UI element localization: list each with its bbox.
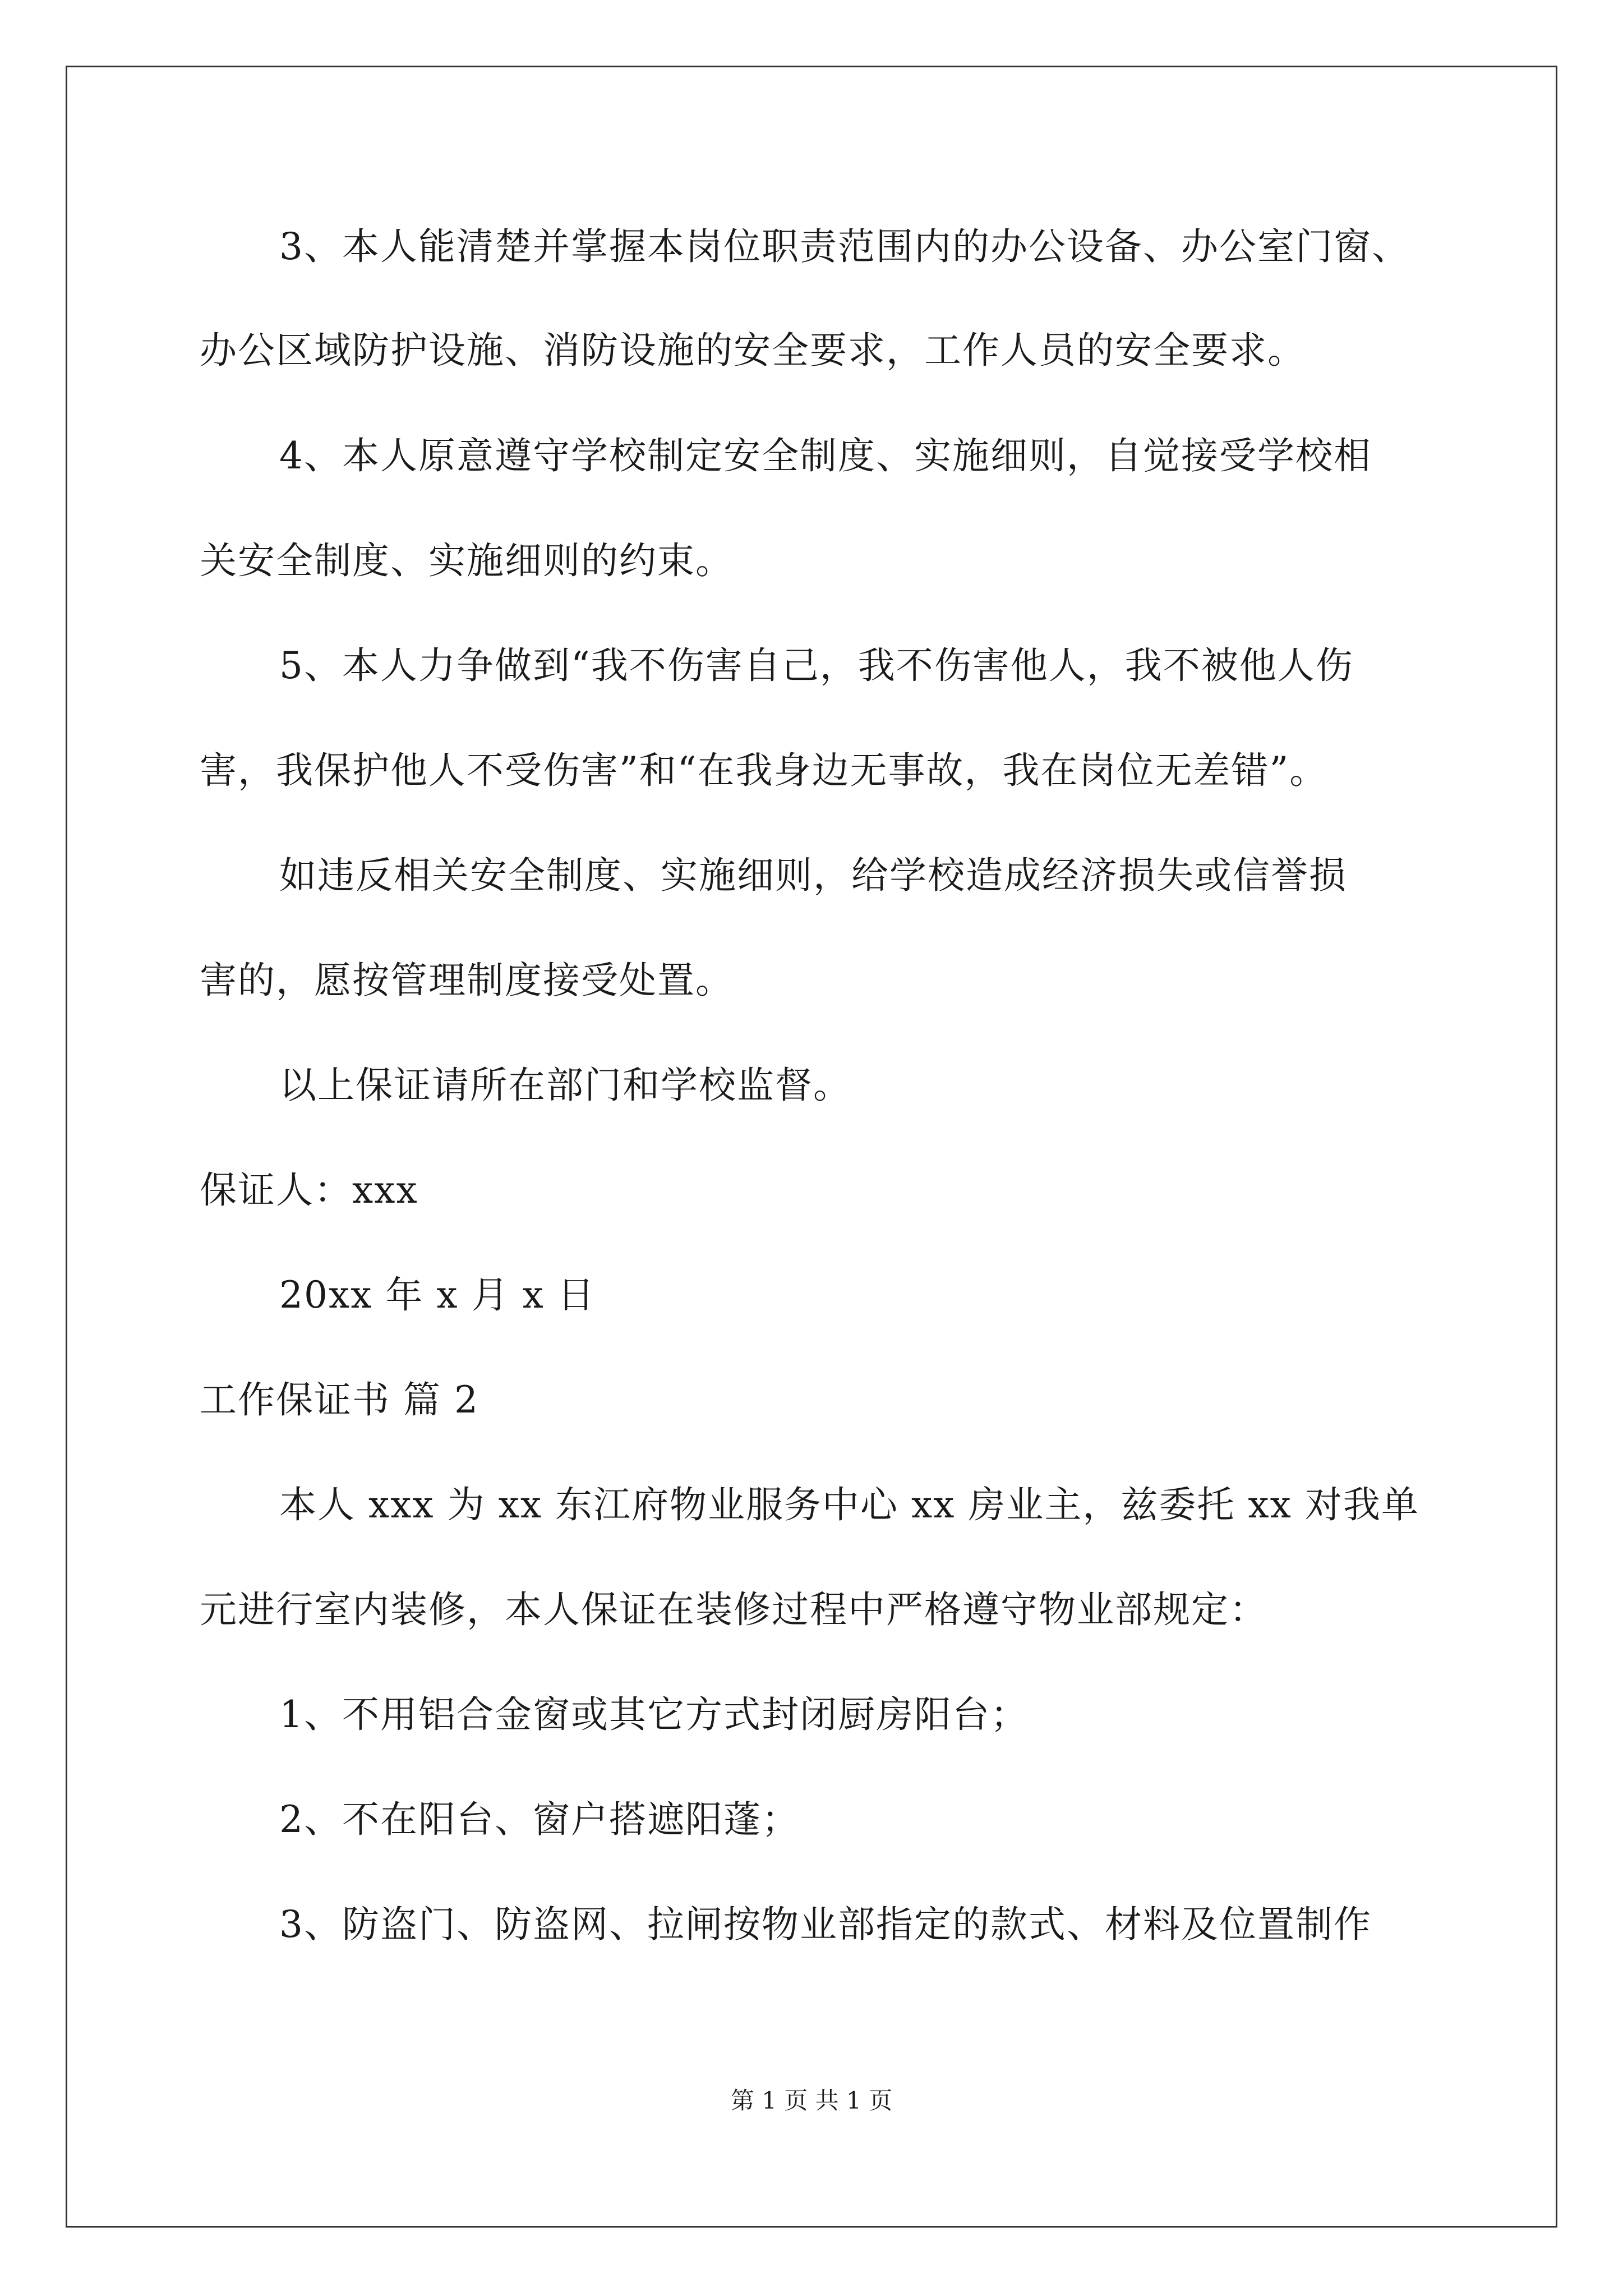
line-clause-3-a: 3、本人能清楚并掌握本岗位职责范围内的办公设备、办公室门窗、 xyxy=(279,225,1410,268)
line-rule-2: 2、不在阳台、窗户搭遮阳蓬； xyxy=(279,1798,800,1841)
line-intro-b: 元进行室内装修，本人保证在装修过程中严格遵守物业部规定： xyxy=(200,1588,1267,1631)
line-clause-4-a: 4、本人原意遵守学校制定安全制度、实施细则，自觉接受学校相 xyxy=(279,434,1372,477)
line-rule-1: 1、不用铝合金窗或其它方式封闭厨房阳台； xyxy=(279,1693,1029,1736)
line-clause-4-b: 关安全制度、实施细则的约束。 xyxy=(200,539,734,582)
line-rule-3: 3、防盗门、防盗网、拉闸按物业部指定的款式、材料及位置制作 xyxy=(279,1903,1372,1946)
line-violation-b: 害的，愿按管理制度接受处置。 xyxy=(200,959,734,1002)
line-clause-5-a: 5、本人力争做到“我不伤害自己，我不伤害他人，我不被他人伤 xyxy=(279,644,1354,687)
line-intro-a: 本人 xxx 为 xx 东江府物业服务中心 xx 房业主，兹委托 xx 对我单 xyxy=(279,1483,1419,1526)
line-clause-3-b: 办公区域防护设施、消防设施的安全要求，工作人员的安全要求。 xyxy=(200,329,1306,372)
line-violation-a: 如违反相关安全制度、实施细则，给学校造成经济损失或信誉损 xyxy=(279,854,1347,897)
page-footer: 第 1 页 共 1 页 xyxy=(730,2087,893,2114)
date-line: 20xx 年 x 月 x 日 xyxy=(279,1273,596,1317)
section-heading: 工作保证书 篇 2 xyxy=(200,1378,479,1421)
line-supervision: 以上保证请所在部门和学校监督。 xyxy=(279,1064,851,1107)
guarantor-line: 保证人：xxx xyxy=(200,1168,418,1212)
line-clause-5-b: 害，我保护他人不受伤害”和“在我身边无事故，我在岗位无差错”。 xyxy=(200,749,1328,792)
